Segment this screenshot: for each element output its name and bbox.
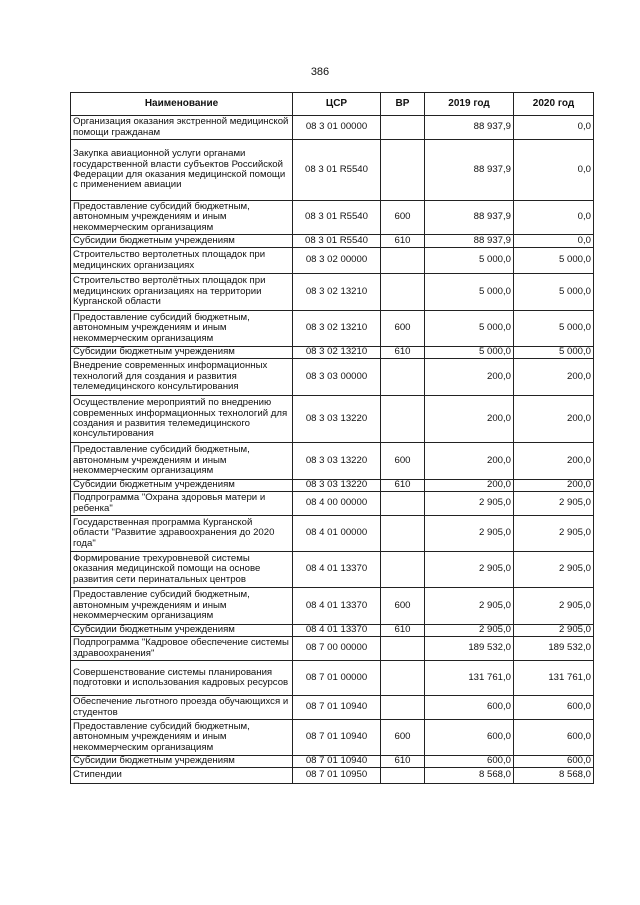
- cell-y2020: 600,0: [514, 756, 594, 768]
- cell-name: Строительство вертолётных площадок при медицинских организациях на территории Курганской области: [71, 274, 293, 311]
- cell-vr: 610: [381, 235, 425, 248]
- header-2020: 2020 год: [514, 93, 594, 116]
- cell-csr: 08 3 02 13210: [293, 311, 381, 347]
- cell-name: Предоставление субсидий бюджетным, автономным учреждениям и иным некоммерческим организациям: [71, 201, 293, 235]
- cell-y2020: 2 905,0: [514, 492, 594, 516]
- table-row: [71, 637, 594, 661]
- header-2019: 2019 год: [425, 93, 514, 116]
- table-row: [71, 625, 594, 637]
- cell-y2019: 88 937,9: [425, 201, 514, 235]
- cell-y2020: 2 905,0: [514, 552, 594, 588]
- cell-y2020: 0,0: [514, 140, 594, 201]
- cell-y2020: 2 905,0: [514, 625, 594, 637]
- table-row: [71, 661, 594, 696]
- cell-name: Субсидии бюджетным учреждениям: [71, 347, 293, 359]
- cell-csr: 08 3 03 13220: [293, 480, 381, 492]
- cell-y2020: 200,0: [514, 359, 594, 396]
- table-row: [71, 696, 594, 720]
- cell-y2019: 5 000,0: [425, 248, 514, 274]
- cell-y2020: 5 000,0: [514, 248, 594, 274]
- table-row: [71, 311, 594, 347]
- cell-y2019: 5 000,0: [425, 347, 514, 359]
- cell-y2019: 2 905,0: [425, 492, 514, 516]
- cell-vr: [381, 552, 425, 588]
- cell-csr: 08 7 00 00000: [293, 637, 381, 661]
- cell-name: Подпрограмма "Охрана здоровья матери и ребенка": [71, 492, 293, 516]
- table-row: [71, 235, 594, 248]
- cell-csr: 08 3 01 R5540: [293, 235, 381, 248]
- table-row: [71, 359, 594, 396]
- cell-y2020: 0,0: [514, 116, 594, 140]
- cell-vr: [381, 696, 425, 720]
- cell-y2020: 200,0: [514, 443, 594, 480]
- table-row: [71, 588, 594, 625]
- cell-vr: 600: [381, 720, 425, 756]
- cell-vr: [381, 274, 425, 311]
- table-row: [71, 116, 594, 140]
- cell-name: Подпрограмма "Кадровое обеспечение системы здравоохранения": [71, 637, 293, 661]
- cell-vr: [381, 396, 425, 443]
- table-row: [71, 396, 594, 443]
- table-row: [71, 201, 594, 235]
- cell-name: Внедрение современных информационных технологий для создания и развития телемедицинского консультирования: [71, 359, 293, 396]
- cell-vr: [381, 116, 425, 140]
- cell-vr: 600: [381, 201, 425, 235]
- cell-vr: [381, 359, 425, 396]
- cell-name: Формирование трехуровневой системы оказания медицинской помощи на основе развития сети перинатальных центров: [71, 552, 293, 588]
- cell-y2019: 88 937,9: [425, 116, 514, 140]
- table-row: [71, 248, 594, 274]
- cell-csr: 08 3 01 00000: [293, 116, 381, 140]
- cell-csr: 08 4 01 13370: [293, 625, 381, 637]
- cell-name: Организация оказания экстренной медицинской помощи гражданам: [71, 116, 293, 140]
- cell-vr: [381, 140, 425, 201]
- cell-csr: 08 4 01 13370: [293, 552, 381, 588]
- table-row: [71, 140, 594, 201]
- table-row: [71, 720, 594, 756]
- cell-name: Предоставление субсидий бюджетным, автономным учреждениям и иным некоммерческим организациям: [71, 311, 293, 347]
- cell-y2020: 200,0: [514, 396, 594, 443]
- cell-y2019: 5 000,0: [425, 274, 514, 311]
- cell-csr: 08 3 02 00000: [293, 248, 381, 274]
- cell-y2020: 600,0: [514, 696, 594, 720]
- cell-csr: 08 3 02 13210: [293, 347, 381, 359]
- cell-y2019: 600,0: [425, 720, 514, 756]
- cell-csr: 08 4 00 00000: [293, 492, 381, 516]
- cell-y2019: 88 937,9: [425, 140, 514, 201]
- cell-vr: 600: [381, 588, 425, 625]
- cell-y2020: 8 568,0: [514, 768, 594, 784]
- cell-y2019: 2 905,0: [425, 552, 514, 588]
- cell-csr: 08 3 03 13220: [293, 396, 381, 443]
- cell-y2020: 200,0: [514, 480, 594, 492]
- cell-y2019: 200,0: [425, 443, 514, 480]
- cell-csr: 08 7 01 10940: [293, 756, 381, 768]
- cell-vr: 610: [381, 625, 425, 637]
- cell-csr: 08 3 01 R5540: [293, 140, 381, 201]
- budget-table: [70, 92, 594, 784]
- cell-name: Предоставление субсидий бюджетным, автономным учреждениям и иным некоммерческим организациям: [71, 443, 293, 480]
- cell-csr: 08 4 01 00000: [293, 516, 381, 552]
- cell-y2020: 2 905,0: [514, 588, 594, 625]
- cell-name: Субсидии бюджетным учреждениям: [71, 756, 293, 768]
- cell-vr: 610: [381, 347, 425, 359]
- cell-csr: 08 3 03 00000: [293, 359, 381, 396]
- table-row: [71, 552, 594, 588]
- cell-vr: 610: [381, 480, 425, 492]
- cell-y2020: 0,0: [514, 201, 594, 235]
- table-header-row: [71, 93, 594, 116]
- cell-vr: 610: [381, 756, 425, 768]
- table-row: [71, 768, 594, 784]
- table-row: [71, 492, 594, 516]
- cell-y2019: 2 905,0: [425, 516, 514, 552]
- table-row: [71, 756, 594, 768]
- cell-y2020: 2 905,0: [514, 516, 594, 552]
- cell-csr: 08 3 01 R5540: [293, 201, 381, 235]
- page-number: 386: [310, 66, 330, 78]
- cell-name: Субсидии бюджетным учреждениям: [71, 625, 293, 637]
- cell-vr: [381, 637, 425, 661]
- cell-vr: [381, 516, 425, 552]
- cell-name: Субсидии бюджетным учреждениям: [71, 480, 293, 492]
- header-name: Наименование: [71, 93, 293, 116]
- cell-csr: 08 7 01 00000: [293, 661, 381, 696]
- cell-csr: 08 4 01 13370: [293, 588, 381, 625]
- cell-y2020: 5 000,0: [514, 311, 594, 347]
- table-row: [71, 347, 594, 359]
- cell-name: Предоставление субсидий бюджетным, автономным учреждениям и иным некоммерческим организациям: [71, 720, 293, 756]
- cell-vr: [381, 492, 425, 516]
- cell-csr: 08 7 01 10940: [293, 696, 381, 720]
- table-row: [71, 480, 594, 492]
- cell-csr: 08 7 01 10940: [293, 720, 381, 756]
- cell-y2019: 2 905,0: [425, 625, 514, 637]
- cell-name: Предоставление субсидий бюджетным, автономным учреждениям и иным некоммерческим организациям: [71, 588, 293, 625]
- cell-y2020: 600,0: [514, 720, 594, 756]
- cell-name: Обеспечение льготного проезда обучающихся и студентов: [71, 696, 293, 720]
- cell-y2019: 5 000,0: [425, 311, 514, 347]
- cell-vr: [381, 661, 425, 696]
- cell-y2019: 600,0: [425, 756, 514, 768]
- cell-y2019: 131 761,0: [425, 661, 514, 696]
- cell-y2019: 88 937,9: [425, 235, 514, 248]
- table-row: [71, 443, 594, 480]
- cell-y2020: 131 761,0: [514, 661, 594, 696]
- cell-y2020: 0,0: [514, 235, 594, 248]
- cell-y2020: 189 532,0: [514, 637, 594, 661]
- cell-y2019: 8 568,0: [425, 768, 514, 784]
- table-row: [71, 274, 594, 311]
- cell-y2019: 200,0: [425, 359, 514, 396]
- cell-csr: 08 3 02 13210: [293, 274, 381, 311]
- cell-name: Совершенствование системы планирования подготовки и использования кадровых ресурсов: [71, 661, 293, 696]
- cell-name: Осуществление мероприятий по внедрению современных информационных технологий для создания и развития телемедицинского консультирования: [71, 396, 293, 443]
- cell-name: Субсидии бюджетным учреждениям: [71, 235, 293, 248]
- header-vr: ВР: [381, 93, 425, 116]
- cell-name: Строительство вертолетных площадок при медицинских организациях: [71, 248, 293, 274]
- cell-y2020: 5 000,0: [514, 347, 594, 359]
- cell-vr: [381, 248, 425, 274]
- header-csr: ЦСР: [293, 93, 381, 116]
- cell-y2019: 600,0: [425, 696, 514, 720]
- cell-csr: 08 3 03 13220: [293, 443, 381, 480]
- cell-vr: 600: [381, 311, 425, 347]
- cell-y2019: 200,0: [425, 480, 514, 492]
- table-row: [71, 516, 594, 552]
- cell-y2020: 5 000,0: [514, 274, 594, 311]
- cell-vr: [381, 768, 425, 784]
- table-body: [71, 116, 594, 784]
- cell-y2019: 2 905,0: [425, 588, 514, 625]
- cell-y2019: 200,0: [425, 396, 514, 443]
- cell-name: Закупка авиационной услуги органами государственной власти субъектов Российской Федерации для оказания медицинской помощи с применением авиации: [71, 140, 293, 201]
- cell-csr: 08 7 01 10950: [293, 768, 381, 784]
- cell-vr: 600: [381, 443, 425, 480]
- cell-y2019: 189 532,0: [425, 637, 514, 661]
- cell-name: Государственная программа Курганской области "Развитие здравоохранения до 2020 года": [71, 516, 293, 552]
- cell-name: Стипендии: [71, 768, 293, 784]
